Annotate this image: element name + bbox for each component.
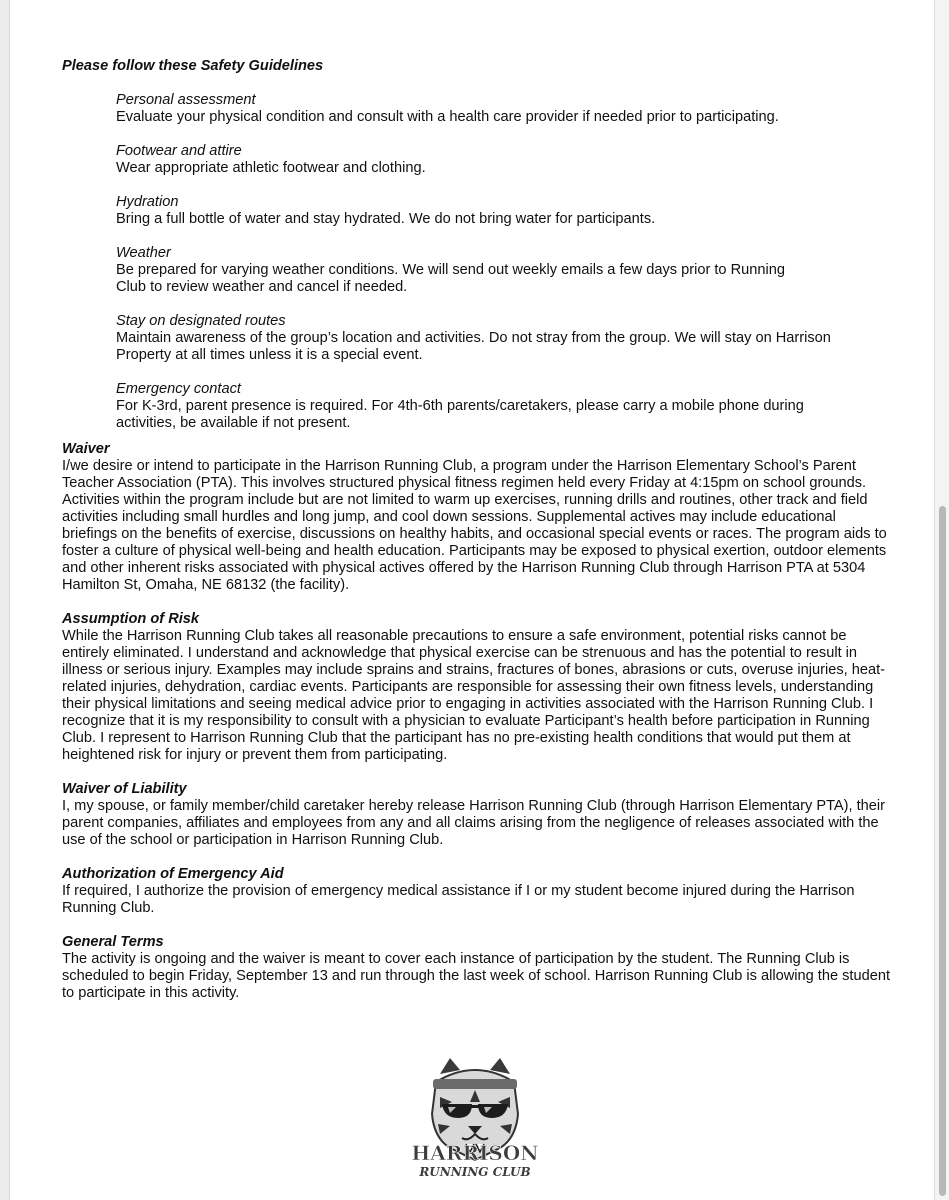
safety-guidelines-heading: Please follow these Safety Guidelines [62,58,324,74]
guideline-title: Footwear and attire [116,143,242,159]
section-text: I, my spouse, or family member/child caretaker hereby release Harrison Running Club (through Harrison Elementary PTA), their parent companies, affiliates and employees from any and all claims arising from the negligence of releases associated with the use of the school or participation in Harrison Running Club. [62,798,885,848]
section-heading: General Terms [62,934,164,950]
section-text: If required, I authorize the provision of emergency medical assistance if I or my student become injured during the Harrison Running Club. [62,883,855,916]
guideline-text: For K-3rd, parent presence is required. For 4th-6th parents/caretakers, please carry a mobile phone during activities, be available if not present. [116,398,804,431]
section-emergency-aid [62,866,892,917]
guideline-title: Hydration [116,194,179,210]
section-heading: Waiver of Liability [62,781,187,797]
logo-subtitle: RUNNING CLUB [419,1165,531,1179]
page-left-edge [0,0,10,1200]
guideline-text: Bring a full bottle of water and stay hydrated. We do not bring water for participants. [116,211,656,227]
guideline-title: Personal assessment [116,92,256,108]
section-assumption-of-risk [62,611,892,764]
document-body [62,58,892,1019]
section-heading: Authorization of Emergency Aid [62,866,284,882]
section-heading: Waiver [62,441,110,457]
guideline-emergency-contact [116,381,836,432]
guideline-designated-routes [116,313,864,364]
scrollbar-track[interactable] [934,0,949,1200]
guideline-text: Maintain awareness of the group’s location and activities. Do not stray from the group. We will stay on Harrison Property at all times unless it is a special event. [116,330,831,363]
guideline-title: Stay on designated routes [116,313,286,329]
section-waiver-of-liability [62,781,892,849]
safety-guidelines-list [62,92,892,432]
section-waiver [62,441,892,594]
tiger-with-sunglasses-icon [400,1052,550,1182]
section-heading: Assumption of Risk [62,611,200,627]
section-text: While the Harrison Running Club takes all reasonable precautions to ensure a safe environment, potential risks cannot be entirely eliminated. I understand and acknowledge that physical exercise can be strenuous and has the potential to result in illness or serious injury. Examples may include sprains and strains, fractures of bones, abrasions or cuts, overuse injuries, heat-related injuries, dehydration, cardiac events. Participants are responsible for assessing their own fitness levels, understanding their physical limitations and seeing medical advice prior to engaging in activities associated with the Harrison Running Club. I recognize that it is my responsibility to consult with a physician to evaluate Participant’s health before participation in Running Club. I represent to Harrison Running Club that the participant has no pre-existing health conditions that would put them at heightened risk for injury or prevent them from participating. [62,628,886,763]
guideline-weather [116,245,816,296]
section-general-terms [62,934,892,1002]
section-text: I/we desire or intend to participate in the Harrison Running Club, a program under the Harrison Elementary School’s Parent Teacher Association (PTA). This involves structured physical fitness regimen held every Friday at 4:15pm on school grounds. Activities within the program include but are not limited to warm up exercises, running drills and routines, other track and field activities including small hurdles and long jump, and cool down sessions. Supplemental actives may include educational briefings on the benefits of exercise, discussions on healthy habits, and occasional special events or races. The program aids to foster a culture of physical well-being and health education. Participants may be exposed to physical exertion, outdoor elements and other inherent risks associated with physical actives offered by the Harrison Running Club through Harrison PTA at 5304 Hamilton St, Omaha, NE 68132 (the facility). [62,458,887,593]
guideline-footwear-attire [116,143,892,177]
guideline-title: Weather [116,245,171,261]
scrollbar-thumb[interactable] [939,506,946,1196]
guideline-hydration [116,194,892,228]
harrison-running-club-logo [400,1052,550,1182]
section-text: The activity is ongoing and the waiver is meant to cover each instance of participation by the student. The Running Club is scheduled to begin Friday, September 13 and run through the last week of school. Harrison Running Club is allowing the student to participate in this activity. [62,951,891,1001]
logo-title: HARRISON [411,1141,539,1165]
guideline-text: Evaluate your physical condition and consult with a health care provider if needed prior to participating. [116,109,779,125]
guideline-title: Emergency contact [116,381,241,397]
guideline-personal-assessment [116,92,892,126]
guideline-text: Be prepared for varying weather conditions. We will send out weekly emails a few days prior to Running Club to review weather and cancel if needed. [116,262,785,295]
guideline-text: Wear appropriate athletic footwear and clothing. [116,160,426,176]
